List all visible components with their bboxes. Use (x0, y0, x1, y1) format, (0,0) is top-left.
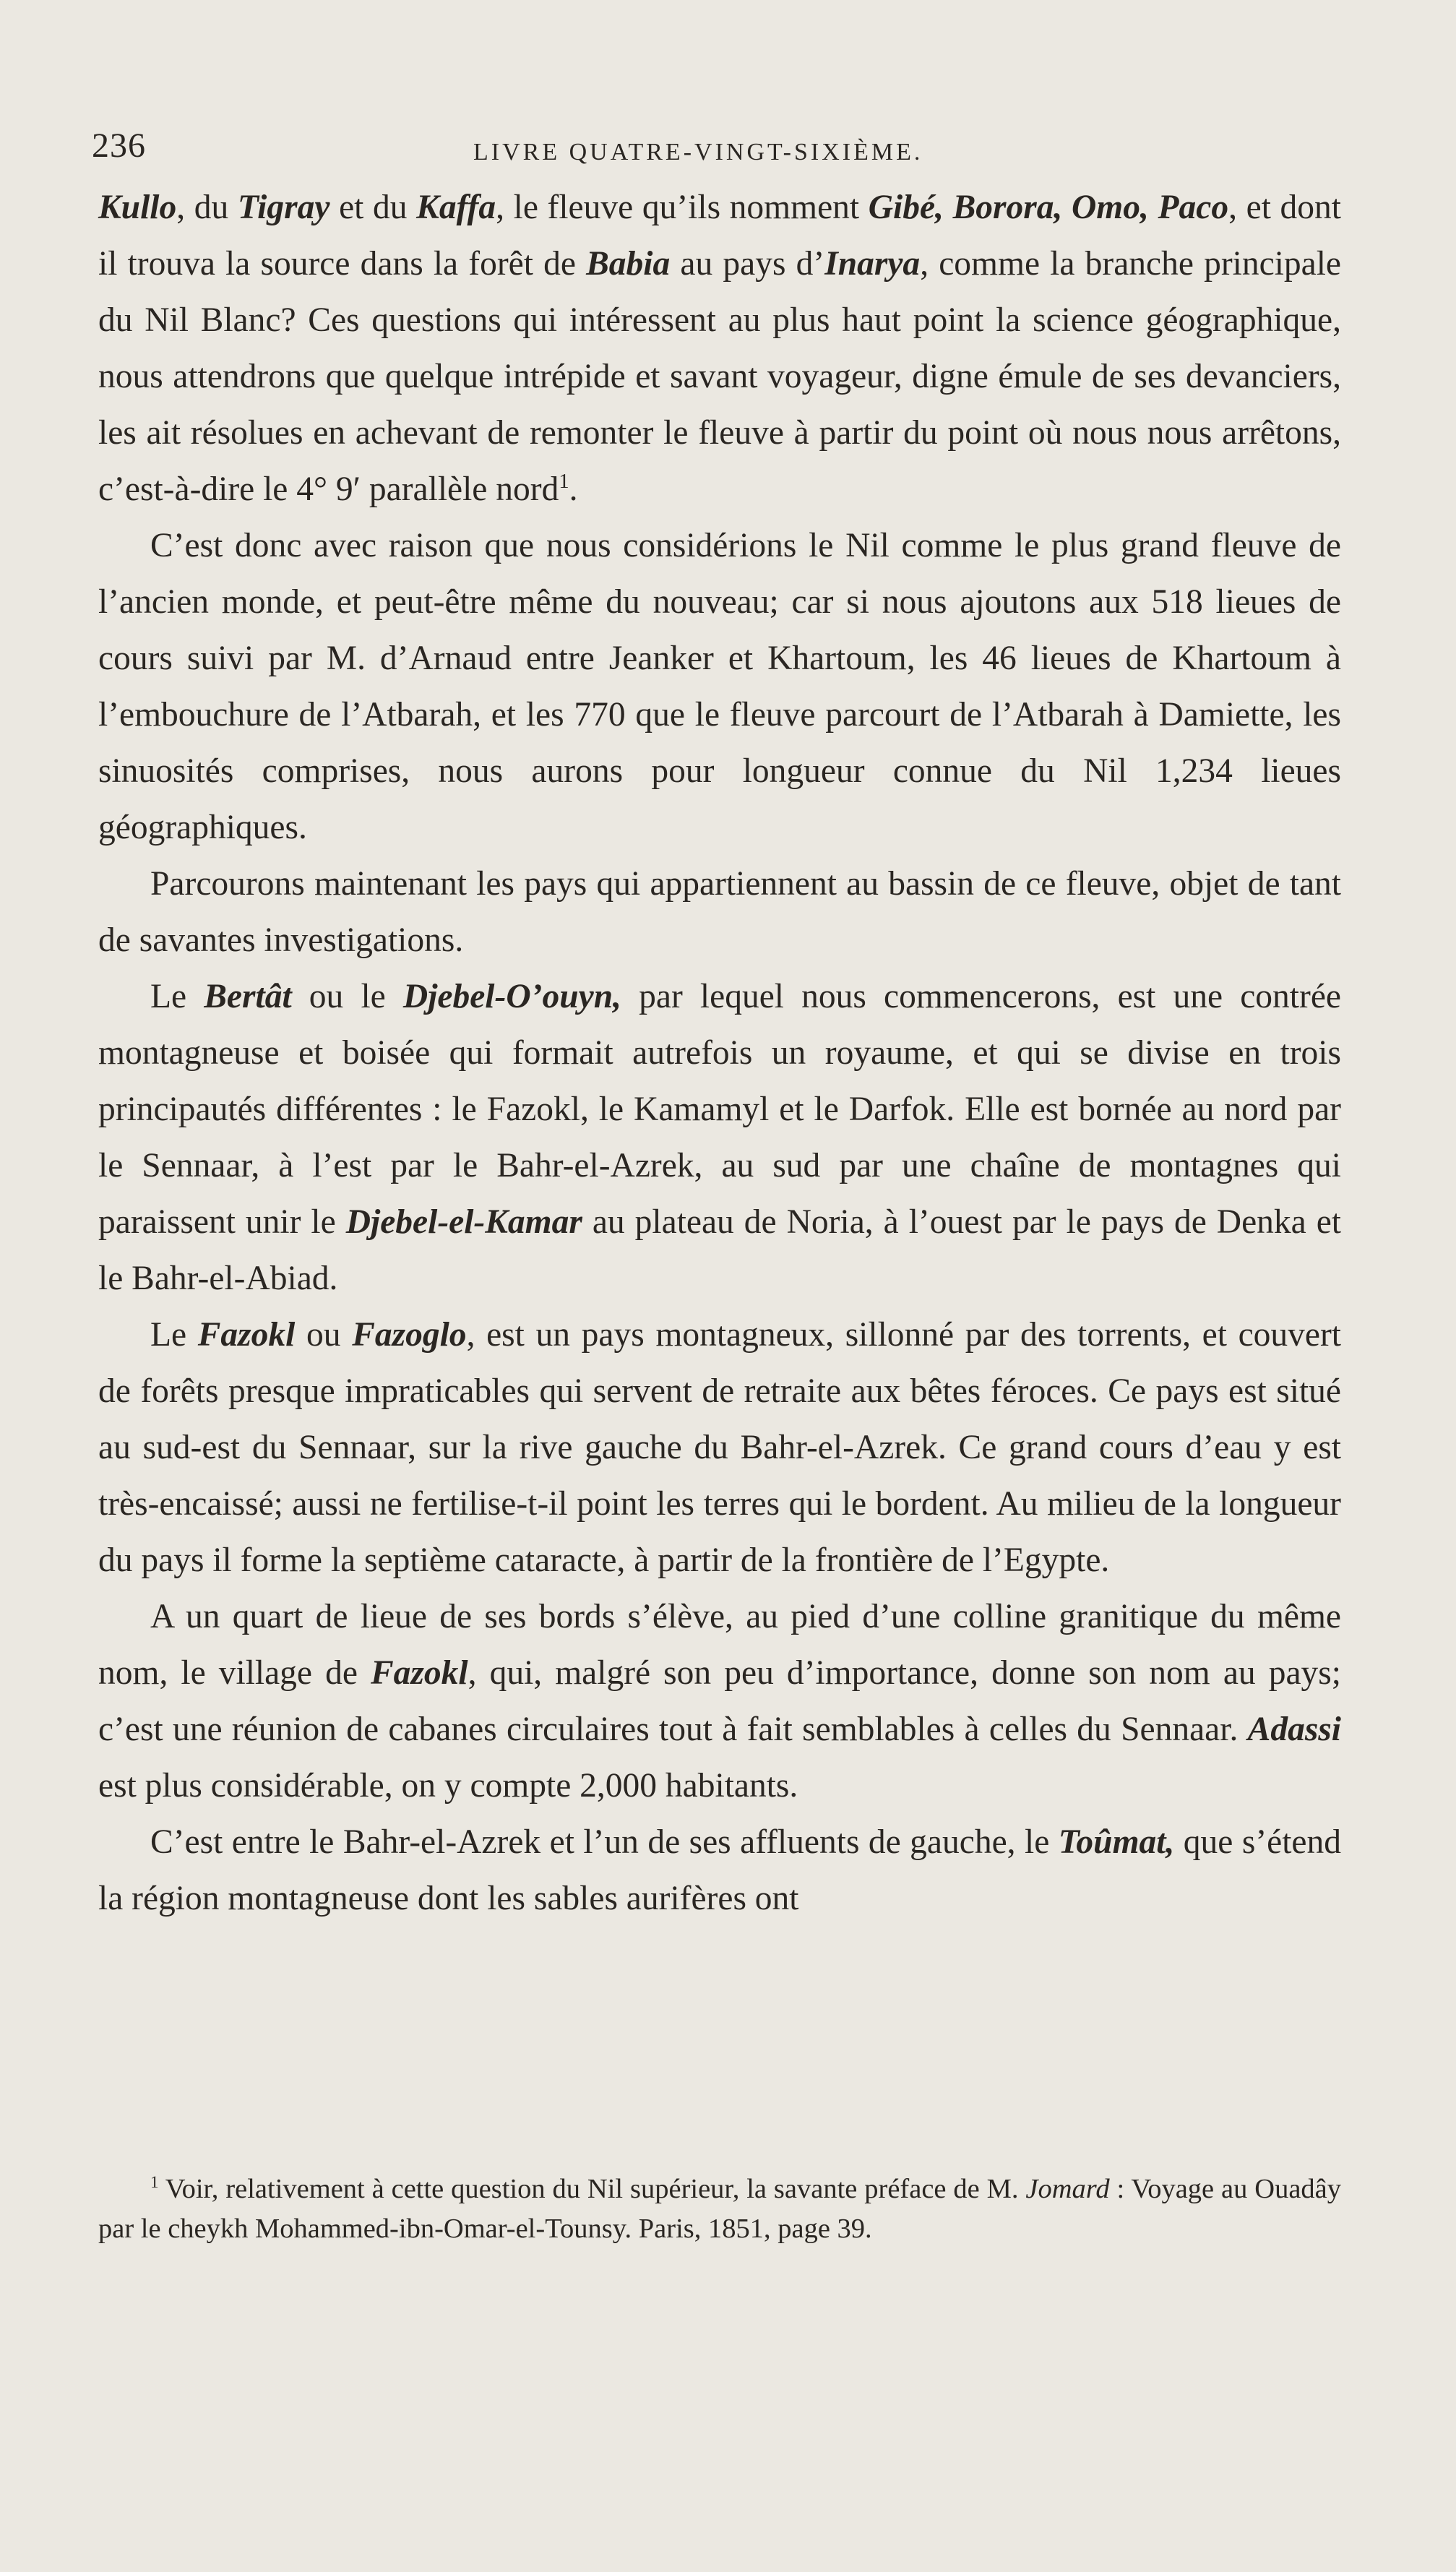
text-run: par lequel nous commencerons, est une contrée montagneuse et boisée qui formait autrefois un royaume, et qui se divise en trois principautés différentes : le Fazokl, le Kamamyl et le Darfok. Elle est bornée au nord par le Sennaar, à l’est par le Bahr-el-Azrek, au sud par une chaîne de montagnes qui paraissent unir le (98, 978, 1341, 1241)
italic-term: Fazokl (371, 1654, 468, 1692)
footnote-marker: 1 (150, 2172, 159, 2192)
italic-term: Kullo (98, 189, 177, 226)
text-run: C’est entre le Bahr-el-Azrek et l’un de ses affluents de gauche, le (150, 1823, 1059, 1861)
footnotes (98, 2169, 1341, 2249)
text-run: , qui, malgré son peu d’importance, donne son nom au pays; c’est une réunion de cabanes circulaires tout à fait semblables à celles du Sennaar. (98, 1654, 1341, 1748)
running-head: LIVRE QUATRE-VINGT-SIXIÈME. (473, 139, 923, 165)
text-run: Voir, relativement à cette question du Nil supérieur, la savante préface de M. (158, 2174, 1026, 2204)
italic-term: Fazoglo (352, 1316, 467, 1354)
text-run: ou (295, 1316, 353, 1354)
paragraph (98, 1307, 1341, 1588)
paragraph (98, 856, 1341, 968)
italic-term: Bertât (204, 978, 292, 1015)
paragraph (98, 179, 1341, 517)
footnote-marker: 1 (559, 470, 569, 494)
page-header (92, 121, 1362, 179)
page-number: 236 (92, 126, 146, 165)
text-run: , comme la branche principale du Nil Blanc? Ces questions qui intéressent au plus haut point la science géographique, nous attendrons que quelque intrépide et savant voyageur, digne émule de ses devanciers, les ait résolues en achevant de remonter le fleuve à partir du point où nous nous arrêtons, c’est-à-dire le 4° 9′ parallèle nord (98, 245, 1342, 508)
paragraph (98, 1588, 1341, 1814)
italic-term: Inarya (824, 245, 921, 283)
italic-term: Gibé, Borora, Omo, Paco (868, 189, 1229, 226)
italic-term: Tigray (237, 189, 330, 226)
paragraph (98, 968, 1341, 1307)
italic-term: Jomard (1025, 2174, 1110, 2204)
italic-term: Babia (586, 245, 671, 283)
text-run: , et dont il trouva la source dans la forêt de (98, 189, 1341, 283)
text-run: Parcourons maintenant les pays qui appartiennent au bassin de ce fleuve, objet de tant de savantes investigations. (98, 865, 1341, 959)
body-text (98, 179, 1341, 1927)
text-run: . (569, 470, 578, 508)
text-run: est plus considérable, on y compte 2,000 habitants. (98, 1767, 798, 1805)
text-run: que s’étend la région montagneuse dont les sables aurifères ont (98, 1823, 1341, 1917)
italic-term: Fazokl (197, 1316, 296, 1354)
paragraph (98, 517, 1341, 856)
text-run: au plateau de Noria, à l’ouest par le pays de Denka et le Bahr-el-Abiad. (98, 1203, 1341, 1297)
text-run: : Voyage au Ouadây par le cheykh Mohammed-ibn-Omar-el-Tounsy. Paris, 1851, page 39. (98, 2174, 1341, 2244)
italic-term: Djebel-O’ouyn, (402, 978, 621, 1015)
text-run: , du (176, 189, 238, 226)
text-run: , est un pays montagneux, sillonné par des torrents, et couvert de forêts presque impraticables qui servent de retraite aux bêtes féroces. Ce pays est situé au sud-est du Sennaar, sur la rive gauche du Bahr-el-Azrek. Ce grand cours d’eau y est très-encaissé; aussi ne fertilise-t-il point les terres qui le bordent. Au milieu de la longueur du pays il forme la septième cataracte, à partir de la frontière de l’Egypte. (98, 1316, 1342, 1579)
text-run: et du (329, 189, 417, 226)
text-run: ou le (291, 978, 403, 1015)
text-run: A un quart de lieue de ses bords s’élève, au pied d’une colline granitique du même nom, le village de (98, 1598, 1341, 1692)
text-run: , le fleuve qu’ils nomment (496, 189, 869, 226)
paragraph (98, 1814, 1341, 1927)
footnote (98, 2169, 1341, 2249)
italic-term: Kaffa (416, 189, 496, 226)
text-run: C’est donc avec raison que nous considérions le Nil comme le plus grand fleuve de l’ancien monde, et peut-être même du nouveau; car si nous ajoutons aux 518 lieues de cours suivi par M. d’Arnaud entre Jeanker et Khartoum, les 46 lieues de Khartoum à l’embouchure de l’Atbarah, et les 770 que le fleuve parcourt de l’Atbarah à Damiette, les sinuosités comprises, nous aurons pour longueur connue du Nil 1,234 lieues géographiques. (98, 527, 1341, 846)
italic-term: Adassi (1247, 1711, 1341, 1748)
italic-term: Djebel-el-Kamar (345, 1203, 582, 1241)
text-run: au pays d’ (670, 245, 825, 283)
text-run: Le (150, 1316, 198, 1354)
text-run: Le (150, 978, 204, 1015)
italic-term: Toûmat, (1058, 1823, 1175, 1861)
